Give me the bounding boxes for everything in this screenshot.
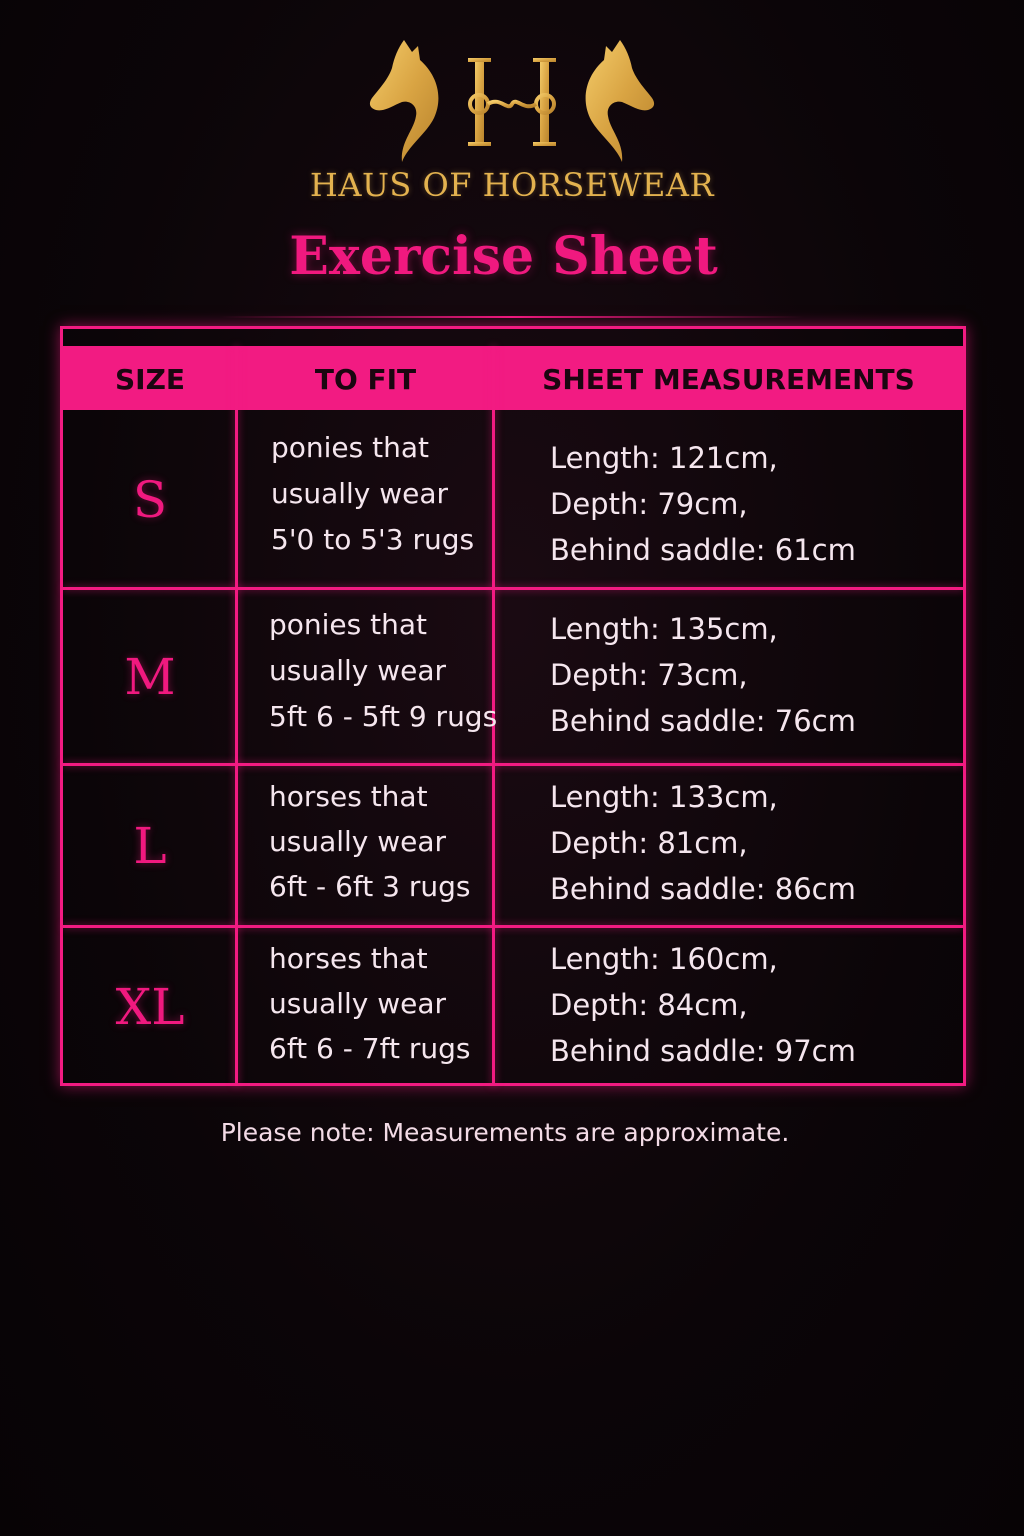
header-to-fit: TO FIT [314, 363, 417, 396]
size-label: XL [115, 978, 185, 1036]
length-value: Length: 133cm, [550, 780, 778, 814]
fit-description [269, 774, 494, 909]
fit-description [269, 936, 494, 1071]
size-label: L [133, 816, 167, 875]
brand-name: HAUS OF HORSEWEAR [309, 166, 715, 204]
fit-line: usually wear [271, 477, 449, 510]
length-value: Length: 135cm, [550, 612, 778, 646]
fit-line: ponies that [269, 608, 428, 641]
table-row [63, 766, 963, 925]
horse-head-right-icon [586, 40, 654, 162]
horse-head-left-icon [370, 40, 438, 162]
measurement-note: Please note: Measurements are approximate. [220, 1118, 790, 1147]
measurements [550, 606, 960, 744]
size-chart-table [60, 326, 966, 1086]
fit-line: usually wear [269, 825, 447, 858]
behind-saddle-value: Behind saddle: 86cm [550, 872, 856, 906]
header-sheet-measurements: SHEET MEASUREMENTS [542, 363, 915, 396]
table-row [63, 928, 963, 1086]
brand-logo [362, 34, 662, 169]
length-value: Length: 121cm, [550, 441, 778, 475]
measurements [550, 936, 960, 1074]
fit-line: 6ft - 6ft 3 rugs [269, 870, 471, 903]
fit-line: 6ft 6 - 7ft rugs [269, 1032, 471, 1065]
measurements [550, 774, 960, 912]
fit-description [269, 602, 498, 740]
behind-saddle-value: Behind saddle: 61cm [550, 533, 856, 567]
title-divider [220, 316, 804, 318]
behind-saddle-value: Behind saddle: 76cm [550, 704, 856, 738]
behind-saddle-value: Behind saddle: 97cm [550, 1034, 856, 1068]
fit-line: horses that [269, 780, 428, 813]
depth-value: Depth: 73cm, [550, 658, 748, 692]
depth-value: Depth: 79cm, [550, 487, 748, 521]
header-size: SIZE [114, 363, 185, 396]
fit-line: horses that [269, 942, 428, 975]
length-value: Length: 160cm, [550, 942, 778, 976]
fit-line: 5'0 to 5'3 rugs [271, 523, 475, 556]
size-label: S [132, 471, 168, 529]
table-row [63, 590, 963, 763]
table-header [63, 346, 963, 410]
fit-line: 5ft 6 - 5ft 9 rugs [269, 700, 498, 733]
page-title: Exercise Sheet [289, 226, 718, 287]
fit-description [271, 425, 496, 563]
depth-value: Depth: 84cm, [550, 988, 748, 1022]
fit-line: usually wear [269, 987, 447, 1020]
size-label: M [124, 647, 176, 706]
fit-line: usually wear [269, 654, 447, 687]
measurements [550, 435, 960, 573]
depth-value: Depth: 81cm, [550, 826, 748, 860]
table-row [63, 413, 963, 587]
fit-line: ponies that [271, 431, 430, 464]
